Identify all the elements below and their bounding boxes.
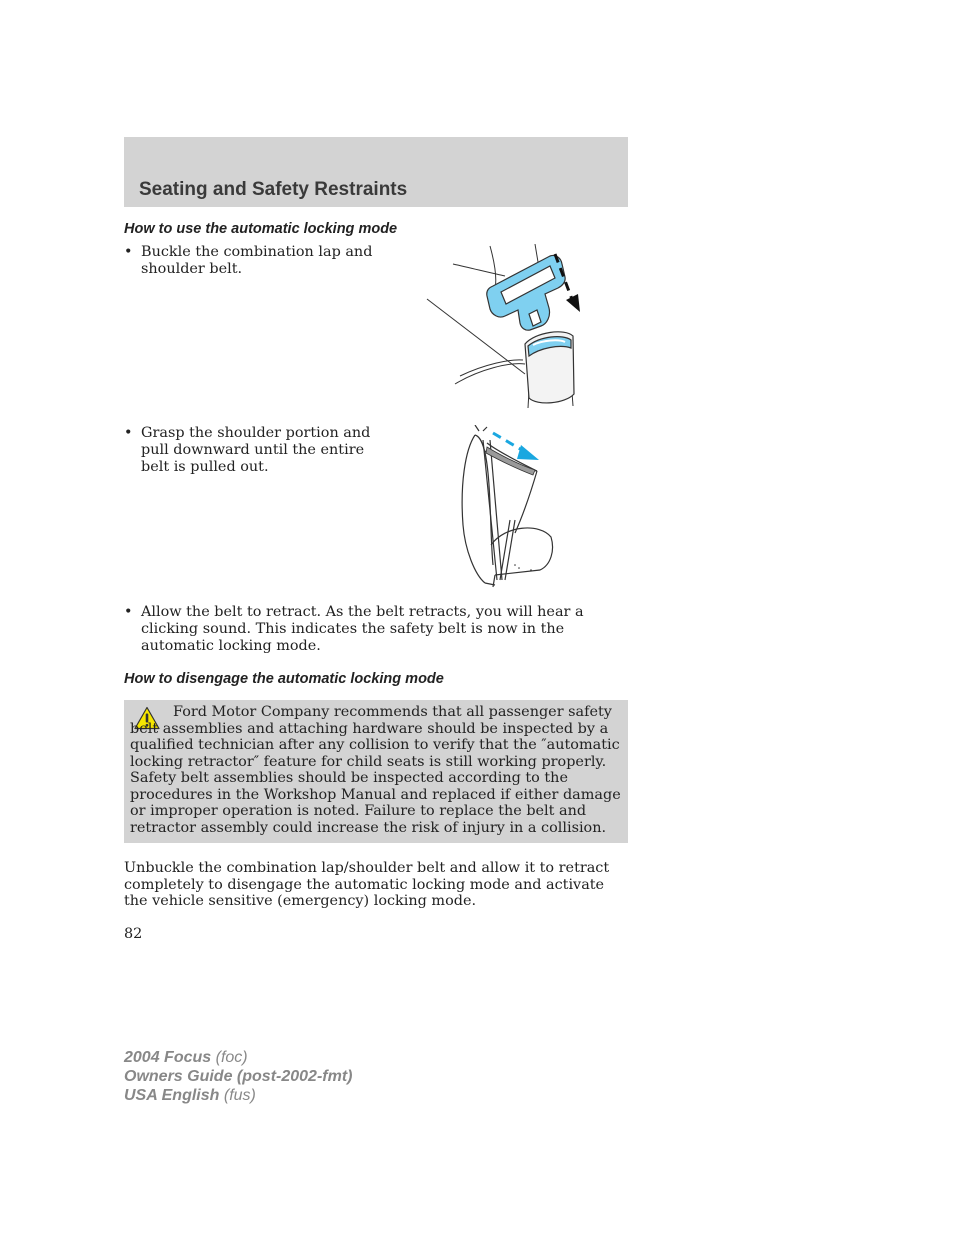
warning-text: Ford Motor Company recommends that all passenger safety belt assemblies and attaching hardware should be inspected by a qualified technician after any collision to verify that the ″automatic locking retractor″ feature for child seats is still working properly. Safety belt assemblies should be inspected according to the procedures in the Workshop Manual and replaced if either damage or improper operation is noted. Failure to replace the belt and retractor assembly could increase the risk of injury in a collision.: [130, 704, 621, 836]
body-paragraph: Unbuckle the combination lap/shoulder belt and allow it to retract completely to disengage the automatic locking mode and activate the vehicle sensitive (emergency) locking mode.: [124, 860, 610, 909]
page-title: Seating and Safety Restraints: [139, 179, 408, 200]
warning-indent: [130, 704, 173, 714]
bullet-text: Buckle the combination lap and shoulder belt.: [141, 244, 373, 277]
warning-box: [124, 700, 628, 843]
warning-text-block: [130, 704, 622, 836]
bullet-text: Allow the belt to retract. As the belt retracts, you will hear a clicking sound. This indicates the safety belt is now in the automatic locking mode.: [141, 604, 584, 654]
bullet-icon: •: [124, 604, 133, 620]
footer-line-1: [124, 1048, 352, 1067]
footer-language-code: (fus): [223, 1087, 256, 1104]
footer-line-2: Owners Guide (post-2002-fmt): [124, 1068, 353, 1085]
bullet-icon: •: [124, 425, 133, 441]
page-number: 82: [124, 926, 143, 942]
section-header: [124, 137, 628, 207]
footer: [124, 1048, 352, 1105]
footer-language: USA English: [124, 1087, 220, 1104]
list-item: [124, 425, 374, 476]
footer-model: 2004 Focus: [124, 1049, 212, 1066]
subheading-use-locking-mode: How to use the automatic locking mode: [124, 221, 398, 237]
footer-model-code: (foc): [215, 1049, 248, 1066]
bullet-icon: •: [124, 244, 133, 260]
list-item: [124, 244, 374, 278]
footer-line-3: [124, 1086, 352, 1105]
bullet-text: Grasp the shoulder portion and pull downward until the entire belt is pulled out.: [141, 425, 371, 475]
subheading-disengage-locking-mode: How to disengage the automatic locking mode: [124, 671, 444, 687]
list-item: [124, 604, 628, 655]
seat-belt-illustration: [455, 425, 565, 590]
buckle-illustration: [425, 244, 585, 410]
